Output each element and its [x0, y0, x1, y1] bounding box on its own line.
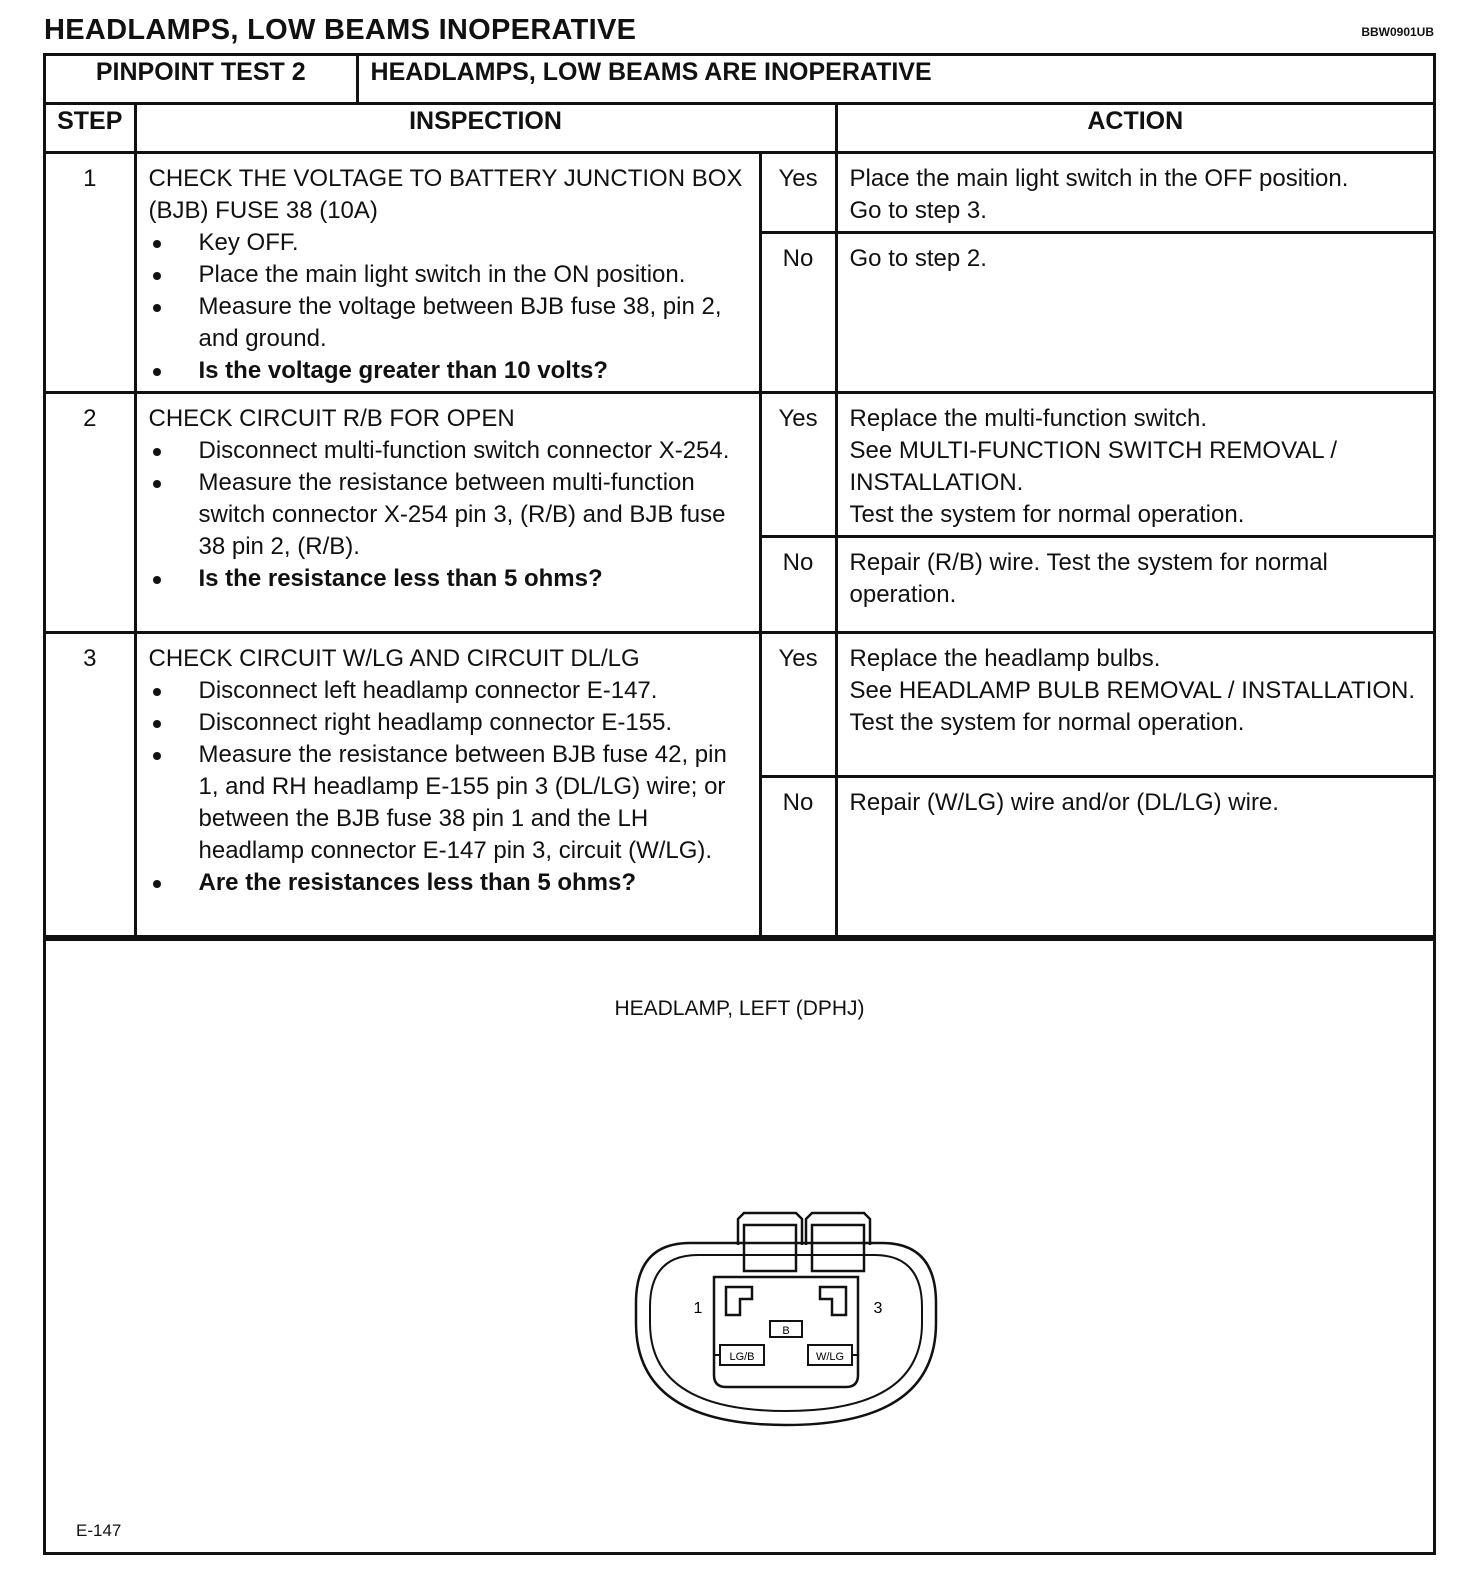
document-code: BBW0901UB: [1361, 25, 1434, 39]
yes-action: [836, 153, 1433, 233]
step-bullet: Key OFF.: [149, 227, 749, 259]
headlamp-connector-face-icon: [626, 1203, 946, 1433]
step-1-inspection: [135, 153, 760, 393]
no-label: No: [760, 233, 836, 393]
step-question: Is the voltage greater than 10 volts?: [149, 355, 749, 387]
step-bullet: Place the main light switch in the ON position.: [149, 259, 749, 291]
step-bullet: Measure the resistance between BJB fuse 42, pin 1, and RH headlamp E-155 pin 3 (DL/LG) wire; or between the BJB fuse 38 pin 1 and the LH headlamp connector E-147 pin 3, circuit (W/LG).: [149, 739, 749, 867]
page-title: HEADLAMPS, LOW BEAMS INOPERATIVE: [44, 14, 637, 46]
action-line: Test the system for normal operation.: [849, 501, 1245, 528]
step-bullet: Disconnect multi-function switch connector X-254.: [149, 435, 749, 467]
no-label: No: [760, 777, 836, 937]
action-line: Place the main light switch in the OFF position.: [849, 165, 1349, 192]
step-bullet: Measure the resistance between multi-function switch connector X-254 pin 3, (R/B) and BJB fuse 38 pin 2, (R/B).: [149, 467, 749, 563]
step-bullet-list: [149, 435, 749, 595]
connector-id: E-147: [76, 1521, 122, 1540]
step-heading: CHECK CIRCUIT R/B FOR OPEN: [148, 405, 515, 432]
step-number: 2: [46, 393, 135, 633]
pin-center-label: B: [782, 1325, 790, 1337]
column-header-action: ACTION: [836, 104, 1433, 153]
action-line: See MULTI-FUNCTION SWITCH REMOVAL / INSTALLATION.: [849, 437, 1338, 496]
pinpoint-test-label: PINPOINT TEST 2: [46, 56, 357, 104]
step-bullet: Disconnect right headlamp connector E-155.: [149, 707, 749, 739]
pinpoint-test-frame: [43, 53, 1436, 1555]
step-number: 3: [46, 633, 135, 937]
pinpoint-test-table: [46, 56, 1433, 938]
terminal-1-icon: [726, 1287, 752, 1315]
column-header-step: STEP: [46, 104, 135, 153]
action-line: Go to step 2.: [849, 245, 987, 272]
step-1-yes-row: [46, 153, 1433, 233]
no-action: [836, 233, 1433, 393]
step-3-yes-row: [46, 633, 1433, 777]
yes-action: [836, 393, 1433, 537]
step-3-inspection: [135, 633, 760, 937]
step-2-inspection: [135, 393, 760, 633]
pin-right-wire: W/LG: [815, 1351, 845, 1363]
yes-label: Yes: [760, 153, 836, 233]
step-question: Are the resistances less than 5 ohms?: [149, 867, 749, 899]
connector-diagram-area: [46, 938, 1433, 1557]
yes-label: Yes: [760, 393, 836, 537]
step-heading: CHECK CIRCUIT W/LG AND CIRCUIT DL/LG: [148, 645, 640, 672]
no-label: No: [760, 537, 836, 633]
terminal-3-icon: [820, 1287, 846, 1315]
action-line: Repair (R/B) wire. Test the system for normal operation.: [849, 549, 1328, 608]
action-line: Repair (W/LG) wire and/or (DL/LG) wire.: [849, 789, 1279, 816]
step-heading: CHECK THE VOLTAGE TO BATTERY JUNCTION BOX (BJB) FUSE 38 (10A): [148, 165, 743, 224]
pinpoint-test-title: HEADLAMPS, LOW BEAMS ARE INOPERATIVE: [357, 56, 1433, 104]
yes-label: Yes: [760, 633, 836, 777]
action-line: Test the system for normal operation.: [849, 709, 1245, 736]
pin-left-wire: LG/B: [729, 1351, 755, 1363]
pinpoint-header-row: [46, 56, 1433, 104]
step-2-yes-row: [46, 393, 1433, 537]
step-number: 1: [46, 153, 135, 393]
step-bullet-list: [149, 675, 749, 899]
column-header-inspection: INSPECTION: [135, 104, 836, 153]
no-action: [836, 777, 1433, 937]
action-line: Go to step 3.: [849, 197, 987, 224]
pin-left-number: 1: [693, 1300, 703, 1317]
yes-action: [836, 633, 1433, 777]
step-bullet: Measure the voltage between BJB fuse 38, pin 2, and ground.: [149, 291, 749, 355]
step-bullet-list: [149, 227, 749, 387]
step-question: Is the resistance less than 5 ohms?: [149, 563, 749, 595]
step-bullet: Disconnect left headlamp connector E-147.: [149, 675, 749, 707]
diagram-caption: HEADLAMP, LEFT (DPHJ): [614, 997, 865, 1020]
action-line: Replace the headlamp bulbs.: [849, 645, 1161, 672]
no-action: [836, 537, 1433, 633]
action-line: Replace the multi-function switch.: [849, 405, 1208, 432]
action-line: See HEADLAMP BULB REMOVAL / INSTALLATION.: [849, 677, 1416, 704]
column-header-row: [46, 104, 1433, 153]
pin-right-number: 3: [873, 1300, 883, 1317]
